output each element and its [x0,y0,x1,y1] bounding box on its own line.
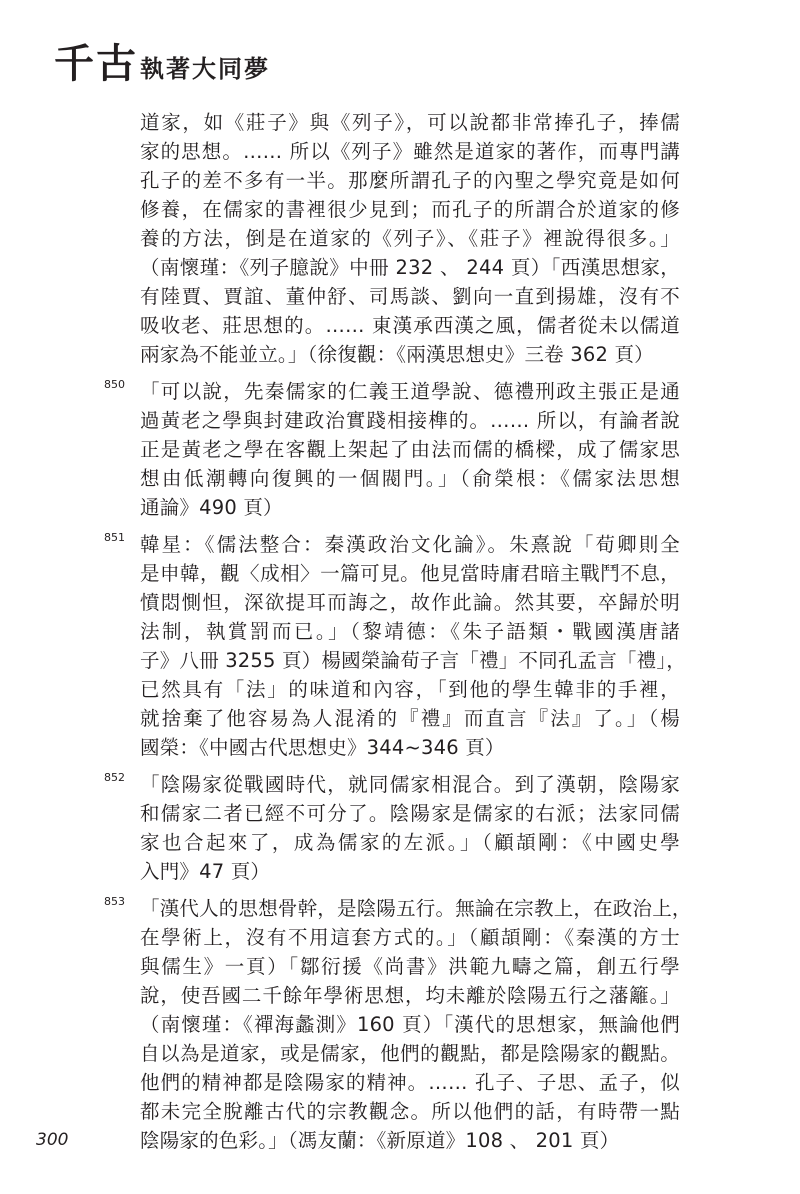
footnote-body [140,530,686,762]
footnote-body [140,894,692,1155]
footnote-line: 「漢代人的思想骨幹，是陰陽五行。無論在宗教上，在政治上， [140,897,692,920]
footnote-line: 子》八冊 3255 頁）楊國榮論荀子言「禮」不同孔孟言「禮」， [140,649,686,672]
footnote-line: 吸收老、莊思想的。…… 東漢承西漢之風，儒者從未以儒道 [140,314,680,337]
footnote-line: 兩家為不能並立。」（徐復觀：《兩漢思想史》三卷 362 頁） [140,343,654,366]
header-title-sub: 執著大同夢 [140,54,270,83]
footnote-line: 修養，在儒家的書裡很少見到；而孔子的所謂合於道家的修 [140,198,680,221]
footnote-line: 他們的精神都是陰陽家的精神。…… 孔子、子思、孟子，似 [140,1071,680,1094]
footnote-line: 「可以說，先秦儒家的仁義王道學說、德禮刑政主張正是通 [140,380,680,403]
footnote-line: 想由低潮轉向復興的一個閥門。」（俞榮根：《儒家法思想 [140,467,680,490]
footnote-line: 家也合起來了，成為儒家的左派。」（顧頡剛：《中國史學 [140,831,680,854]
footnote-number: 852 [104,771,125,784]
footnote-line: （南懷瑾：《禪海蠡測》160 頁）「漢代的思想家，無論他們 [140,1013,680,1036]
footnote-line: 是申韓，觀〈成相〉一篇可見。他見當時庸君暗主戰鬥不息， [140,562,680,585]
footnote-body [140,377,680,522]
footnote-line: 過黃老之學與封建政治實踐相接榫的。…… 所以，有論者說 [140,409,680,432]
footnote-body [140,108,680,369]
footnote-851 [104,530,684,762]
footnote-line: 都未完全脫離古代的宗教觀念。所以他們的話，有時帶一點 [140,1100,680,1123]
footnote-line: 孔子的差不多有一半。那麼所謂孔子的內聖之學究竟是如何 [140,169,680,192]
footnote-line: 與儒生》一頁）「鄒衍援《尚書》洪範九疇之篇，創五行學 [140,955,680,978]
footnote-body [140,770,680,886]
footnote-line: 有陸賈、賈誼、董仲舒、司馬談、劉向一直到揚雄，沒有不 [140,285,680,308]
footnote-line: （南懷瑾：《列子臆說》中冊 232 、 244 頁）「西漢思想家， [140,256,680,279]
running-header [54,28,270,88]
footnote-line: 自以為是道家，或是儒家，他們的觀點，都是陰陽家的觀點。 [140,1042,680,1065]
footnote-line: 通論》490 頁） [140,496,283,519]
footnote-line: 在學術上，沒有不用這套方式的。」（顧頡剛：《秦漢的方士 [140,926,680,949]
header-title-main: 千古 [54,40,138,87]
footnote-continuation [104,108,684,369]
footnote-line: 憤悶惻怛，深欲提耳而誨之，故作此論。然其要，卒歸於明 [140,591,680,614]
footnote-line: 家的思想。…… 所以《列子》雖然是道家的著作，而專門講 [140,140,680,163]
footnote-853 [104,894,692,1155]
footnote-line: 已然具有「法」的味道和內容，「到他的學生韓非的手裡， [140,678,680,701]
footnote-line: 「陰陽家從戰國時代，就同儒家相混合。到了漢朝，陰陽家 [140,773,680,796]
footnote-line: 法制，執賞罰而已。」（黎靖德：《朱子語類・戰國漢唐諸 [140,620,680,643]
footnotes-block [104,108,692,1163]
footnote-line: 國榮：《中國古代思想史》344~346 頁） [140,736,505,759]
footnote-number: 853 [104,895,125,908]
footnote-line: 入門》47 頁） [140,860,271,883]
page-number: 300 [36,1130,69,1150]
footnote-number: 851 [104,531,125,544]
footnote-line: 韓星：《儒法整合：秦漢政治文化論》。朱熹說「荀卿則全 [140,533,680,556]
footnote-line: 說，使吾國二千餘年學術思想，均未離於陰陽五行之藩籬。」 [140,984,680,1007]
footnote-852 [104,770,684,886]
footnote-line: 陰陽家的色彩。」（馮友蘭：《新原道》108 、 201 頁） [140,1129,620,1152]
footnote-line: 道家，如《莊子》與《列子》，可以說都非常捧孔子，捧儒 [140,111,680,134]
footnote-line: 就捨棄了他容易為人混淆的『禮』而直言『法』了。」（楊 [140,707,680,730]
footnote-850 [104,377,684,522]
footnote-number: 850 [104,378,125,391]
footnote-line: 正是黃老之學在客觀上架起了由法而儒的橋樑，成了儒家思 [140,438,680,461]
footnote-line: 和儒家二者已經不可分了。陰陽家是儒家的右派；法家同儒 [140,802,680,825]
footnote-line: 養的方法，倒是在道家的《列子》、《莊子》裡說得很多。」 [140,227,680,250]
